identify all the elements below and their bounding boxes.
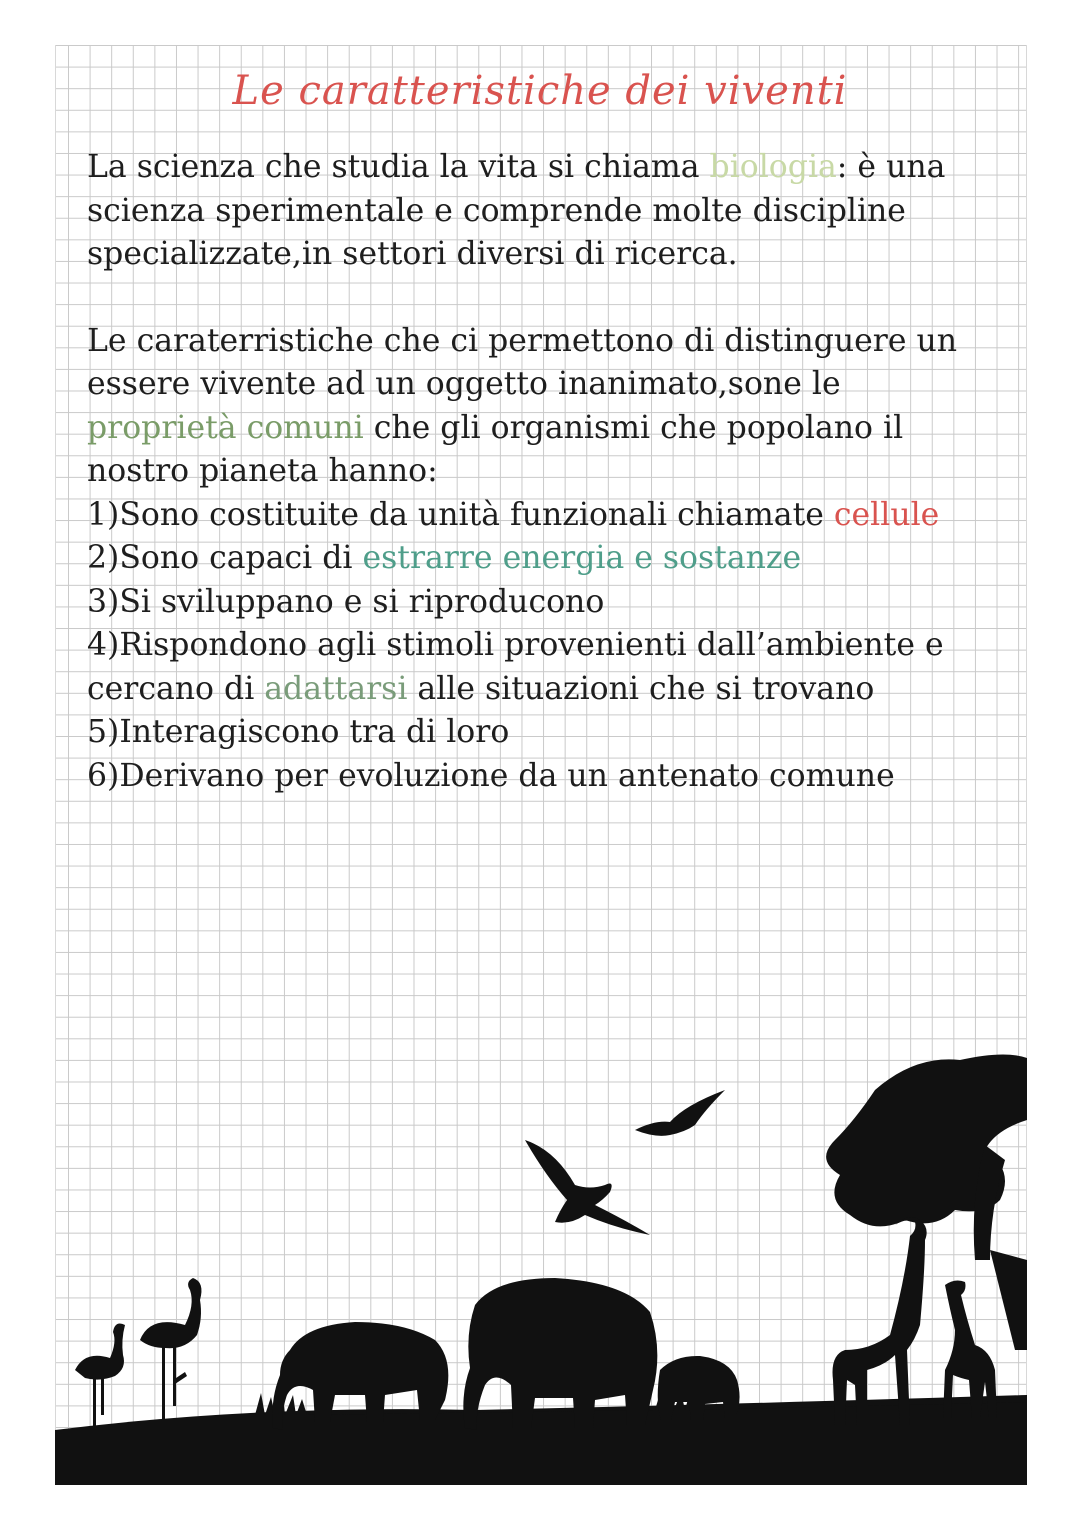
- list-item-4: [87, 624, 967, 711]
- keyword-adattarsi: adattarsi: [264, 670, 408, 707]
- list-item-2-text: 2)Sono capaci di: [87, 540, 363, 576]
- giraffe-adult: [833, 1217, 927, 1425]
- savanna-silhouette: [55, 1050, 1027, 1485]
- keyword-estrarre-energia: estrarre energia e sostanze: [362, 540, 802, 576]
- flamingo-left: [75, 1324, 125, 1430]
- paragraph-intro: [87, 146, 967, 277]
- acacia-tree: [826, 1054, 1027, 1350]
- keyword-biologia: biologia: [709, 149, 837, 185]
- paragraph-properties: [87, 320, 967, 494]
- flamingo-right: [140, 1278, 201, 1431]
- keyword-cellule: cellule: [833, 496, 940, 533]
- list-item-4-rest: alle situazioni che si trovano: [407, 670, 875, 707]
- list-item-4-text: 4)Rispondono agli stimoli provenienti dall’ambiente e cercano di: [87, 627, 944, 707]
- list-item-3: 3)Si sviluppano e si riproducono: [87, 583, 605, 620]
- notes-body: [87, 146, 967, 798]
- page-title: Le caratteristiche dei viventi: [232, 68, 848, 114]
- bird-large: [525, 1140, 650, 1235]
- list-item-5: 5)Interagiscono tra di loro: [87, 714, 510, 750]
- elephant-baby: [658, 1356, 740, 1420]
- paragraph-properties-text: Le caraterristiche che ci permettono di distinguere un essere vivente ad un oggetto inanimato,sone le: [87, 322, 958, 402]
- list-item-1-text: 1)Sono costituite da unità funzionali chiamate: [87, 496, 834, 533]
- list-item-6: 6)Derivano per evoluzione da un antenato comune: [87, 757, 895, 794]
- elephant-center: [463, 1278, 657, 1430]
- paragraph-properties-rest: che gli organismi che popolano il nostro pianeta hanno:: [87, 409, 904, 489]
- bird-small: [635, 1090, 725, 1136]
- paragraph-intro-text: La scienza che studia la vita si chiama: [87, 149, 710, 185]
- list-item-2: [87, 537, 967, 581]
- paragraph-intro-rest: : è una scienza sperimentale e comprende molte discipline specializzate,in settori diversi di ricerca.: [87, 149, 946, 272]
- keyword-proprieta-comuni: proprietà comuni: [87, 409, 364, 446]
- list-item-1: [87, 494, 967, 538]
